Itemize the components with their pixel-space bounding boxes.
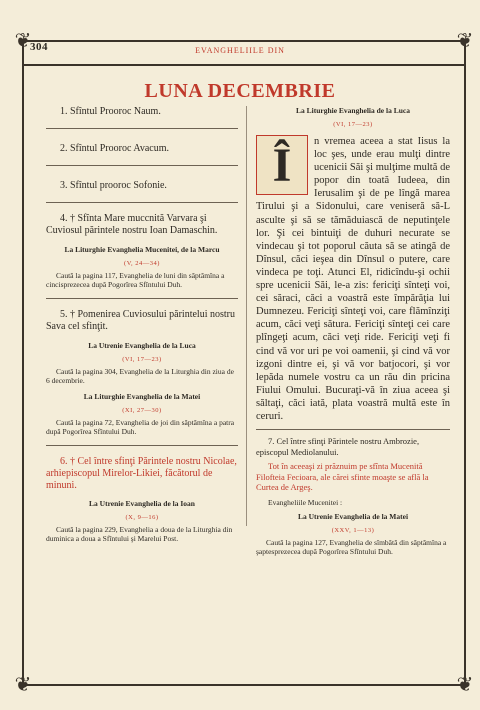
divider <box>46 128 238 129</box>
scripture-reference: (V, 24—34) <box>124 260 160 267</box>
feast-entry-highlighted: 6. † Cel între sfinţi Părintele nostru Nicolae, arhiepiscopul Mirelor-Likiei, făcătorul de minuni. <box>46 456 237 491</box>
reading-heading: La Utrenie Evanghelia de la Ioan <box>89 499 195 508</box>
feast-entry: 3. Sfîntul prooroc Sofonie. <box>60 180 167 191</box>
scripture-reference: (VI, 17—23) <box>333 121 373 128</box>
reading-note: Caută la pagina 72, Evanghelia de joi din săptămîna a patra după Pogorîrea Sfîntului Duh. <box>46 418 235 436</box>
reading-note: Caută la pagina 117, Evanghelia de luni din săptămîna a cincisprezecea după Pogorîrea Sfîntului Duh. <box>46 271 225 289</box>
gospel-block <box>256 135 450 423</box>
running-head: EVANGHELIILE DIN <box>195 46 285 55</box>
page-title: LUNA DECEMBRIE <box>144 80 336 102</box>
left-column <box>46 106 238 543</box>
header-border <box>22 64 466 66</box>
column-divider <box>246 106 247 526</box>
corner-ornament-icon: ❦ <box>14 30 32 52</box>
reading-note: Caută la pagina 127, Evanghelia de sîmbătă din săptămîna a şaptesprezecea după Pogorîrea Sfîntului Duh. <box>256 537 447 556</box>
drop-cap: Î <box>256 135 308 195</box>
feast-entry: 7. Cel între sfinţi Părintele nostru Ambrozie, episcopul Mediolanului. <box>256 436 420 457</box>
reading-note: Caută la pagina 304, Evanghelia de la Liturghia din ziua de 6 decembrie. <box>46 367 234 385</box>
feast-entry: 2. Sfîntul Prooroc Avacum. <box>60 143 169 154</box>
scripture-reference: (VI, 17—23) <box>122 356 162 363</box>
page-number: 304 <box>30 41 48 53</box>
reading-heading: La Liturghie Evanghelia de la Matei <box>83 392 201 401</box>
commemoration-note: Tot în aceeaşi zi prăznuim pe sfînta Mucenită Filofteia Fecioara, ale cărei sfinte moaşte se află la Curtea de Argeş. <box>256 461 429 493</box>
reading-heading: La Utrenie Evanghelia de la Luca <box>88 341 196 350</box>
reading-group-label: Evangheliile Mucenitei : <box>268 497 343 507</box>
divider <box>46 165 238 166</box>
left-border <box>22 40 24 684</box>
reading-heading: La Liturghie Evanghelia de la Luca <box>296 106 410 115</box>
scripture-reference: (XXV, 1—13) <box>331 526 375 534</box>
feast-entry: 4. † Sfînta Mare muccnită Varvara şi Cuviosul părintele nostru Ioan Damaschin. <box>46 213 218 236</box>
top-border <box>22 40 466 42</box>
right-border <box>464 40 466 684</box>
corner-ornament-icon: ❦ <box>456 30 474 52</box>
reading-heading: La Liturghie Evanghelia Mucenitei, de la Marcu <box>64 245 220 254</box>
divider <box>46 445 238 446</box>
feast-entry: 5. † Pomenirea Cuviosului părintelui nostru Sava cel sfinţit. <box>46 309 235 332</box>
scripture-reference: (X, 9—16) <box>125 514 159 521</box>
corner-ornament-icon: ❦ <box>14 674 32 696</box>
divider <box>46 298 238 299</box>
bottom-border <box>22 684 466 686</box>
scripture-reference: (XI, 27—30) <box>122 407 162 414</box>
gospel-text: n vremea aceea a stat Iisus la loc şes, unde erau mulţi dintre ucenicii Săi şi mulţime multă de popor din toată Iudeea, din Ierusalim şi de pe lîngă marea Tirului şi a Sidonului, care veniseră să-L asculte şi să se tămăduiască de neputinţele lor. Şi cei bintuiţi de duhuri necurate se vindecau şi tot poporul căuta să se atingă de Dînsul, căci ieşea din Dînsul o putere, care vindeca pe toţi. Atunci El, ridicîndu-şi ochii spre ucenicii Săi, le-a zis: fericiţi sînteţi voi, cei săraci, căci a voastră este împărăţia lui Dumnezeu. Fericiţi sînteţi voi, care flămînziţi acum, căci veţi sătura. Fericiţi sînteţi cei care plîngeţi acum, căci veţi ride. Fericiţi veţi fi cind vă vor uri pe voi oamenii, şi cind vă vor izgoni dintre ei, şi vă vor batjocori, şi vor lepăda numele vostru ca un rău din pricina Fiului Omului. Bucuraţi-vă în ziua aceea şi săltaţi, căci iată, plata voastră multă este în ceruri. <box>256 136 450 422</box>
reading-note: Caută la pagina 229, Evanghelia a doua de la Liturghia din duminica a doua a Sfîntului şi Marelui Post. <box>46 525 233 543</box>
divider <box>256 429 450 430</box>
corner-ornament-icon: ❦ <box>456 674 474 696</box>
right-column <box>256 106 450 556</box>
feast-entry: 1. Sfîntul Prooroc Naum. <box>60 106 161 117</box>
reading-heading: La Utrenie Evanghelia de la Matei <box>297 511 409 521</box>
divider <box>46 202 238 203</box>
